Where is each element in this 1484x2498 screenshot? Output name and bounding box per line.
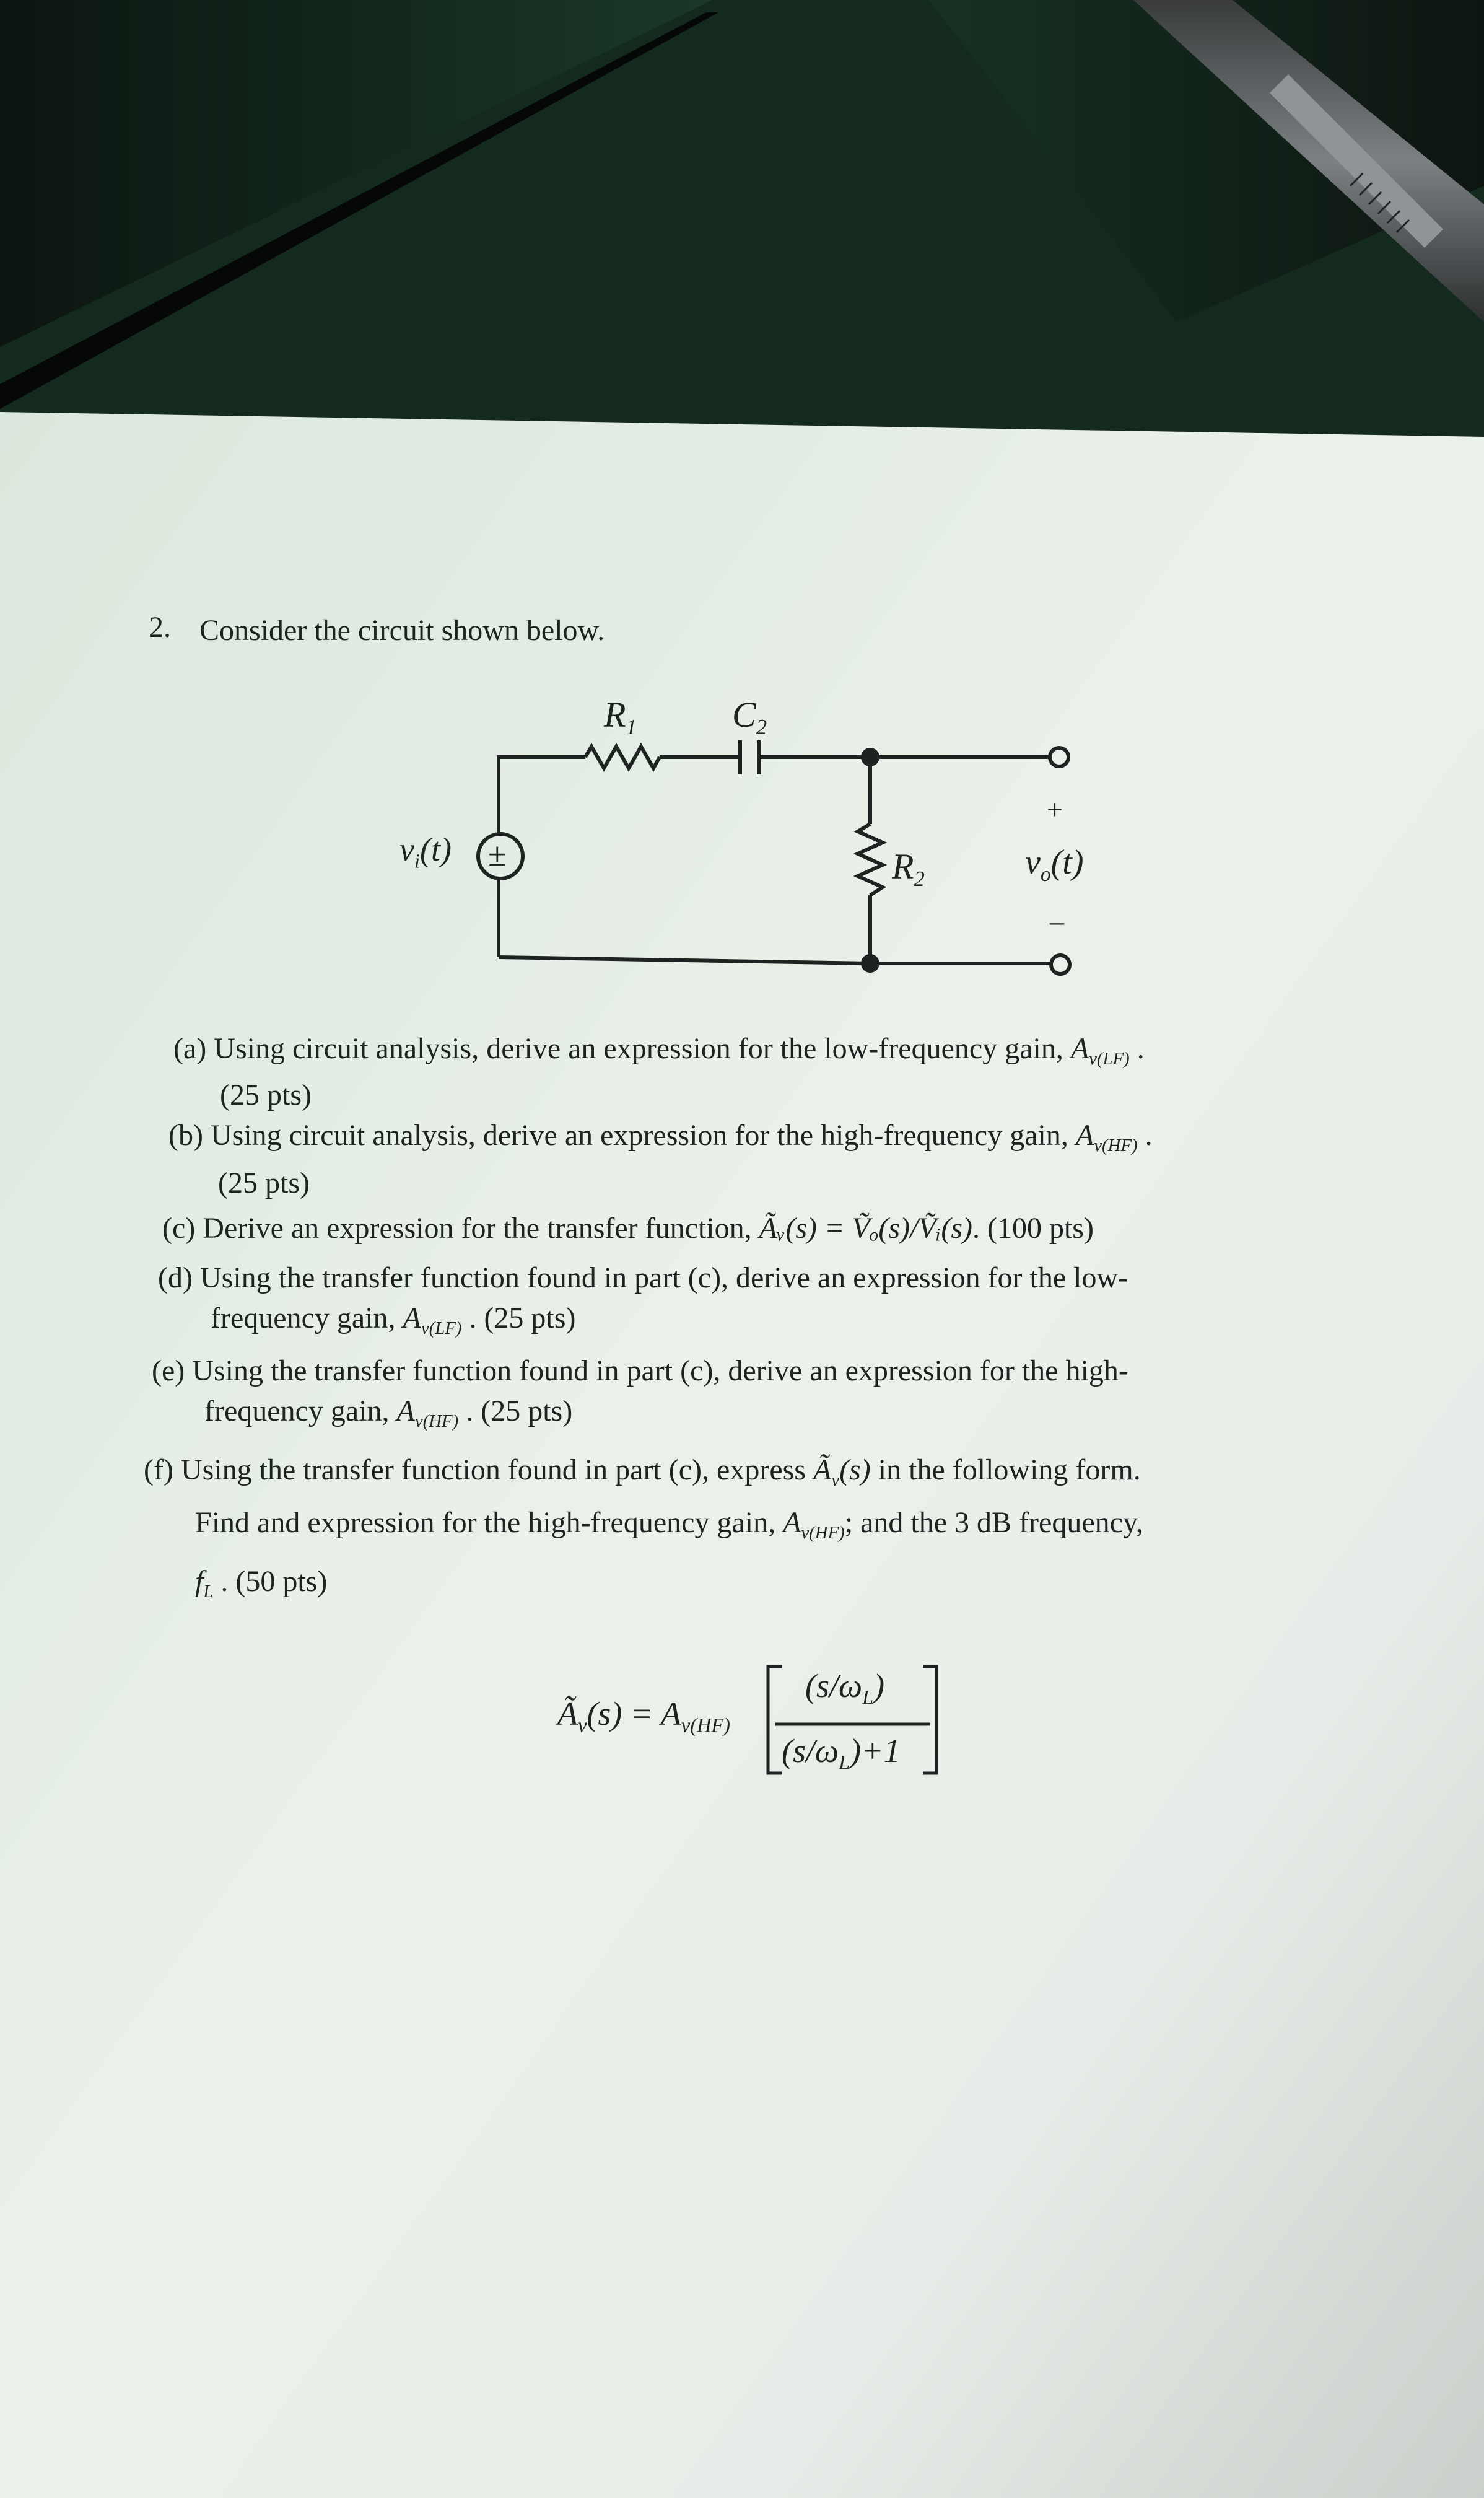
output-plus: + xyxy=(1047,794,1063,825)
source-label: $v_i(t)$ xyxy=(399,831,452,873)
node-dot-top xyxy=(861,748,879,766)
part-f-line2: Find and expression for the high-frequency gain, $A_{v(HF)}$; and the 3 dB frequency, xyxy=(195,1506,1143,1543)
source-sign: ± xyxy=(488,836,507,873)
equation-numerator: $(s/\omega_L)$ xyxy=(805,1667,885,1709)
part-a-line1: (a) Using circuit analysis, derive an expression for the low-frequency gain, $A_{v(LF)}$ . xyxy=(173,1032,1145,1069)
part-b-line2: (25 pts) xyxy=(218,1167,310,1199)
c2-label: $C_2$ xyxy=(732,695,767,740)
part-a-line2: (25 pts) xyxy=(220,1079,312,1111)
part-f-line1: (f) Using the transfer function found in part (c), express $Ã_v(s)$ in the following form. xyxy=(144,1453,1141,1491)
node-dot-bottom xyxy=(861,954,879,973)
part-d-line2: frequency gain, $A_{v(LF)}$ . (25 pts) xyxy=(211,1302,576,1339)
output-minus: – xyxy=(1050,905,1064,937)
part-d-line1: (d) Using the transfer function found in part (c), derive an expression for the low- xyxy=(158,1261,1128,1294)
equation-denominator: $(s/\omega_L)+1$ xyxy=(782,1732,901,1774)
r1-label: $R_1$ xyxy=(604,695,637,740)
part-e-line2: frequency gain, $A_{v(HF)}$ . (25 pts) xyxy=(204,1395,573,1432)
equation-lhs: $Ã_v(s) = A_{v(HF)}$ xyxy=(557,1695,730,1737)
part-e-line1: (e) Using the transfer function found in part (c), derive an expression for the high- xyxy=(152,1354,1128,1387)
problem-intro: Consider the circuit shown below. xyxy=(199,614,605,647)
part-b-line1: (b) Using circuit analysis, derive an expression for the high-frequency gain, $A_{v(HF)}$ . xyxy=(168,1119,1153,1156)
part-f-line3: $f_L$ . (50 pts) xyxy=(195,1565,328,1602)
part-c: (c) Derive an expression for the transfer function, Ãᵥ(s) = Ṽₒ(s)/Ṽᵢ(s). (100 pts) xyxy=(162,1212,1094,1245)
output-label: $v_o(t)$ xyxy=(1025,843,1084,886)
r2-label: $R_2$ xyxy=(892,846,925,892)
problem-number: 2. xyxy=(149,611,171,644)
